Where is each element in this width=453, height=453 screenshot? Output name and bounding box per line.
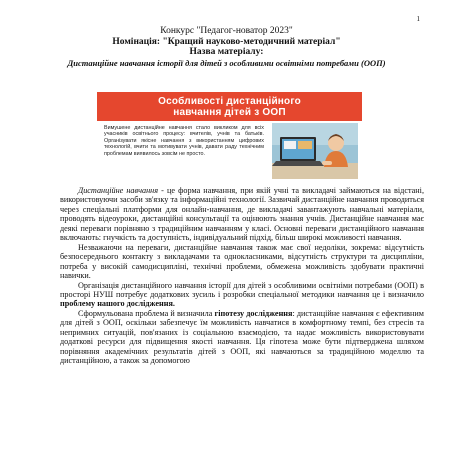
document-header xyxy=(0,26,453,68)
page-number: 1 xyxy=(416,15,420,23)
banner-image xyxy=(97,88,362,181)
paragraph-2-text: Незважаючи на переваги, дистанційне навчання також має свої недоліки, зокрема: відсутність безпосереднього контакту з викладачами та однокласниками, відсутність структури та дисципліни, потреба у високій самодисципліні, технічні проблеми, обмежена можливість здобувати практичні навички. xyxy=(60,242,424,281)
banner-title-bar xyxy=(97,92,362,121)
research-hypothesis: гіпотезу дослідження xyxy=(214,308,293,318)
banner-title: Особливості дистанційного навчання дітей з ООП xyxy=(158,95,301,118)
child-at-laptop-illustration xyxy=(272,123,358,179)
term-distance-learning: Дистанційне навчання xyxy=(78,186,159,195)
body-text xyxy=(60,186,424,366)
banner-text: Вимушене дистанційне навчання стало викликом для всіх учасників освітнього процесу: вчителів, учнів та батьків. Організувати якісне навчання з використанням цифрових технологій, вчити та мотивувати учнів, давати раду технічним проблемам виявилось зовсім не просто. xyxy=(104,125,264,157)
paragraph-4 xyxy=(60,309,424,366)
material-label: Назва матеріалу: xyxy=(189,47,264,57)
paragraph-3-text: Організація дистанційного навчання історії для дітей з особливими освітніми потребами (ООП) в просторі НУШ потребує додаткових зусиль і розробки спеціальної методики навчання це і визначило xyxy=(60,280,424,299)
research-problem: проблему нашого дослідження. xyxy=(60,299,175,309)
paragraph-1 xyxy=(60,186,424,243)
paragraph-4-text-before: Сформульована проблема й визначила xyxy=(78,308,215,318)
nomination-title: Номінація: "Кращий науково-методичний матеріал" xyxy=(112,36,341,47)
paragraph-4-text-after: : дистанційне навчання є ефективним для дітей з ООП, оскільки забезпечує їм можливість навчатися в комфортному темпі, без стресів та непримних ситуацій, пов'язаних із соціальною взаємодією, та надає можливість використовувати додаткові ресурси для підвищення якості навчання. Ця гіпотеза може бути підтверджена шляхом порівняння академічних результатів дітей з ООП, які навчаються за традиційною моделлю та дистанційною, а також за допомогою xyxy=(60,308,424,366)
paragraph-2 xyxy=(60,243,424,281)
contest-title: Конкурс "Педагог-новатор 2023" xyxy=(160,26,293,36)
material-title: Дистанційне навчання історії для дітей з особливими освітніми потребами (ООП) xyxy=(67,57,386,68)
paragraph-3 xyxy=(60,281,424,309)
paragraph-1-text: - це форма навчання, при якій учні та викладачі займаються на відстані, використовуючи засоби зв'язку та інформаційні технології. Зазвичай дистанційне навчання проводиться через спеціальні платформи для онлайн-навчання, де викладачі завантажують навчальні матеріали, проводять відеоуроки, дистанційні консультації та оцінюють знання учнів. Дистанційне навчання має деякі переваги порівняно з традиційним навчанням у класі. Основні переваги дистанційного навчання включають: гнучкість та доступність, індивідуальний підхід, більш широкі можливості навчання. xyxy=(60,186,424,243)
